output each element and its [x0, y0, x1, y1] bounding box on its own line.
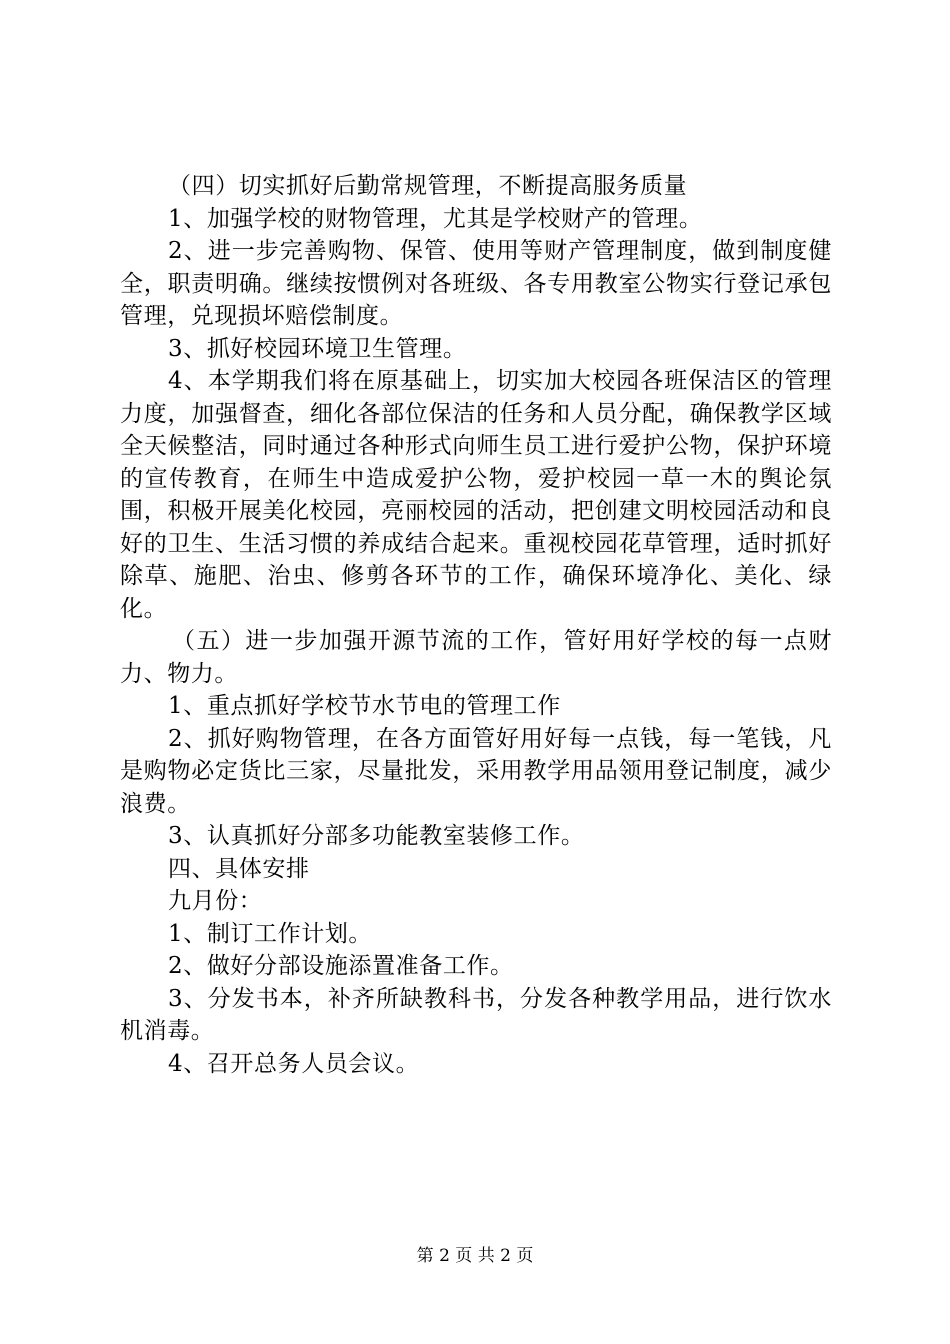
- section-heading-four: （四）切实抓好后勤常规管理，不断提高服务质量: [168, 173, 688, 199]
- document-body: [120, 170, 832, 1080]
- paragraph-item: 3、分发书本，补齐所缺教科书，分发各种教学用品，进行饮水机消毒。: [120, 985, 832, 1044]
- page-number-footer: 第 2 页 共 2 页: [416, 1246, 534, 1266]
- paragraph-item: 2、进一步完善购物、保管、使用等财产管理制度，做到制度健全，职责明确。继续按惯例对各班级、各专用教室公物实行登记承包管理，兑现损坏赔偿制度。: [120, 238, 832, 329]
- month-label: 九月份：: [168, 888, 263, 914]
- paragraph-item: 2、做好分部设施添置准备工作。: [168, 953, 514, 979]
- paragraph-item: 1、重点抓好学校节水节电的管理工作: [168, 693, 561, 719]
- paragraph-item: 4、召开总务人员会议。: [168, 1050, 420, 1077]
- paragraph-item: 2、抓好购物管理，在各方面管好用好每一点钱，每一笔钱，凡是购物必定货比三家，尽量批发，采用教学用品领用登记制度，减少浪费。: [120, 725, 832, 817]
- paragraph-item: 3、抓好校园环境卫生管理。: [168, 335, 467, 362]
- paragraph-item: 3、认真抓好分部多功能教室装修工作。: [168, 823, 585, 849]
- paragraph-item: 1、制订工作计划。: [168, 920, 373, 947]
- section-heading-schedule: 四、具体安排: [168, 855, 310, 882]
- section-heading-five: （五）进一步加强开源节流的工作，管好用好学校的每一点财力、物力。: [120, 628, 832, 687]
- paragraph-item: 4、本学期我们将在原基础上，切实加大校园各班保洁区的管理力度，加强督查，细化各部位保洁的任务和人员分配，确保教学区域全天候整洁，同时通过各种形式向师生员工进行爱护公物，保护环境的宣传教育，在师生中造成爱护公物，爱护校园一草一木的舆论氛围，积极开展美化校园，亮丽校园的活动，把创建文明校园活动和良好的卫生、生活习惯的养成结合起来。重视校园花草管理，适时抓好除草、施肥、治虫、修剪各环节的工作，确保环境净化、美化、绿化。: [120, 368, 832, 622]
- paragraph-item: 1、加强学校的财物管理，尤其是学校财产的管理。: [168, 205, 703, 232]
